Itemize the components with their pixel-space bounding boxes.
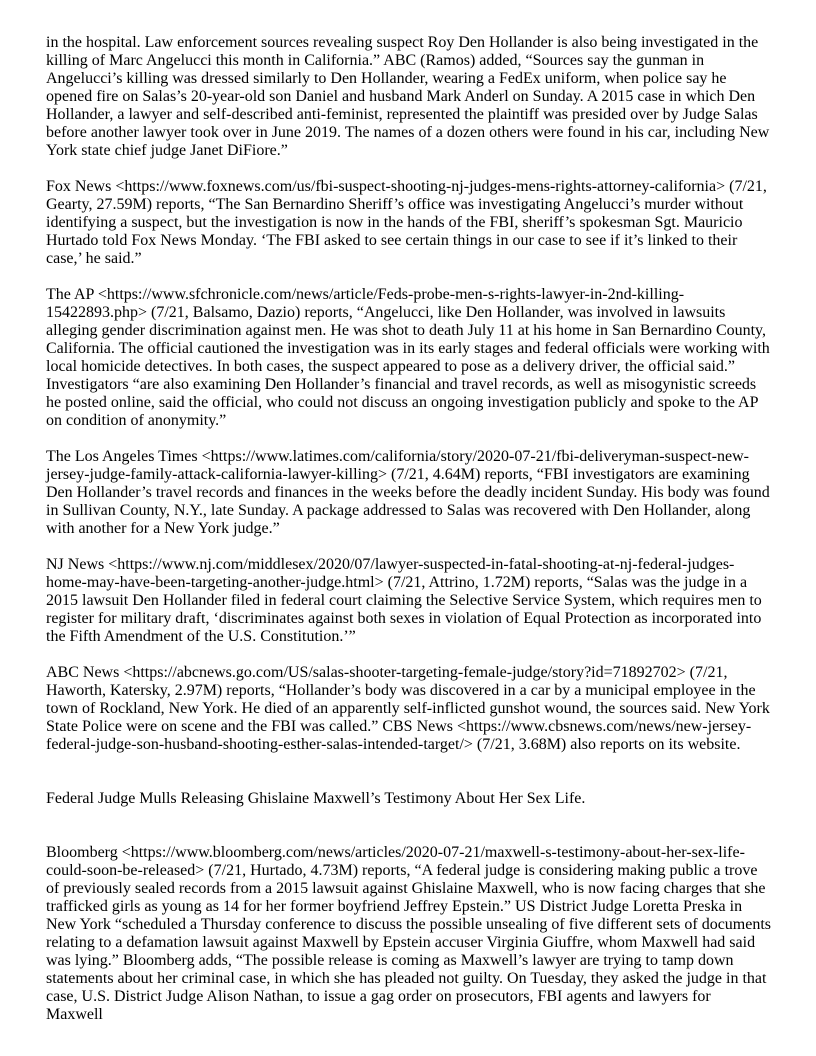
paragraph-la-times: The Los Angeles Times <https://www.latimes.com/california/story/2020-07-21/fbi-deliveryman-suspect-new-jersey-judge-family-attack-california-lawyer-killing> (7/21, 4.64M) reports, “FBI investigators are examining Den Hollander’s travel records and finances in the weeks before the deadly incident Sunday. His body was found in Sullivan County, N.Y., late Sunday. A package addressed to Salas was recovered with Den Hollander, along with another for a New York judge.” [46,448,770,537]
paragraph-abc-news: ABC News <https://abcnews.go.com/US/salas-shooter-targeting-female-judge/story?id=71892702> (7/21, Haworth, Katersky, 2.97M) reports, “Hollander’s body was discovered in a car by a municipal employee in the town of Rockland, New York. He died of an apparently self-inflicted gunshot wound, the sources said. New York State Police were on scene and the FBI was called.” CBS News <https://www.cbsnews.com/news/new-jersey-federal-judge-son-husband-shooting-esther-salas-intended-target/> (7/21, 3.68M) also reports on its website. [46,664,770,753]
paragraph-ap: The AP <https://www.sfchronicle.com/news/article/Feds-probe-men-s-rights-lawyer-in-2nd-killing-15422893.php> (7/21, Balsamo, Dazio) reports, “Angelucci, like Den Hollander, was involved in lawsuits alleging gender discrimination against men. He was shot to death July 11 at his home in San Bernardino County, California. The official cautioned the investigation was in its early stages and federal officials were working with local homicide detectives. In both cases, the suspect appeared to pose as a delivery driver, the official said.” Investigators “are also examining Den Hollander’s financial and travel records, as well as misogynistic screeds he posted online, said the official, who could not discuss an ongoing investigation publicly and spoke to the AP on condition of anonymity.” [46,286,770,429]
paragraph-hollander-investigation: in the hospital. Law enforcement sources revealing suspect Roy Den Hollander is also being investigated in the killing of Marc Angelucci this month in California.” ABC (Ramos) added, “Sources say the gunman in Angelucci’s killing was dressed similarly to Den Hollander, wearing a FedEx uniform, when police say he opened fire on Salas’s 20-year-old son Daniel and husband Mark Anderl on Sunday. A 2015 case in which Den Hollander, a lawyer and self-described anti-feminist, represented the plaintiff was presided over by Judge Salas before another lawyer took over in June 2019. The names of a dozen others were found in his car, including New York state chief judge Janet DiFiore.” [46,34,770,159]
section-heading-maxwell-testimony: Federal Judge Mulls Releasing Ghislaine Maxwell’s Testimony About Her Sex Life. [46,790,586,807]
paragraph-bloomberg: Bloomberg <https://www.bloomberg.com/news/articles/2020-07-21/maxwell-s-testimony-about-her-sex-life-could-soon-be-released> (7/21, Hurtado, 4.73M) reports, “A federal judge is considering making public a trove of previously sealed records from a 2015 lawsuit against Ghislaine Maxwell, who is now facing charges that she trafficked girls as young as 14 for her former boyfriend Jeffrey Epstein.” US District Judge Loretta Preska in New York “scheduled a Thursday conference to discuss the possible unsealing of five different sets of documents relating to a defamation lawsuit against Maxwell by Epstein accuser Virginia Giuffre, whom Maxwell had said was lying.” Bloomberg adds, “The possible release is coming as Maxwell’s lawyer are trying to tamp down statements about her criminal case, in which she has pleaded not guilty. On Tuesday, they asked the judge in that case, U.S. District Judge Alison Nathan, to issue a gag order on prosecutors, FBI agents and lawyers for Maxwell [46,844,772,1023]
paragraph-fox-news: Fox News <https://www.foxnews.com/us/fbi-suspect-shooting-nj-judges-mens-rights-attorney-california> (7/21, Gearty, 27.59M) reports, “The San Bernardino Sheriff’s office was investigating Angelucci’s murder without identifying a suspect, but the investigation is now in the hands of the FBI, sheriff’s spokesman Sgt. Mauricio Hurtado told Fox News Monday. ‘The FBI asked to see certain things in our case to see if it’s linked to their case,’ he said.” [46,178,767,267]
paragraph-nj-news: NJ News <https://www.nj.com/middlesex/2020/07/lawyer-suspected-in-fatal-shooting-at-nj-federal-judges-home-may-have-been-targeting-another-judge.html> (7/21, Attrino, 1.72M) reports, “Salas was the judge in a 2015 lawsuit Den Hollander filed in federal court claiming the Selective Service System, which requires men to register for military draft, ‘discriminates against both sexes in violation of Equal Protection as incorporated into the Fifth Amendment of the U.S. Constitution.’” [46,556,762,645]
